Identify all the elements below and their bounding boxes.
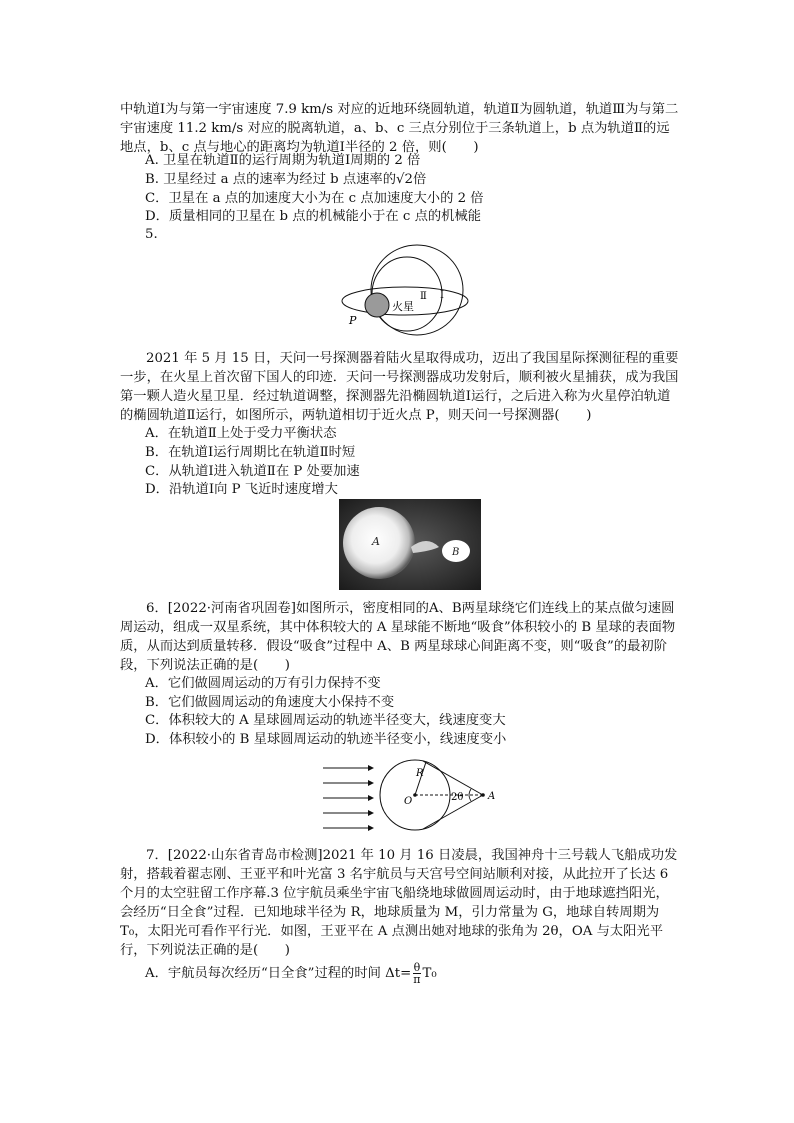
q4-option-c: C．卫星在 a 点的加速度大小为在 c 点加速度大小的 2 倍 xyxy=(145,191,484,206)
fraction-numerator: θ xyxy=(413,961,421,974)
label-angle: 2θ xyxy=(451,792,464,803)
binary-star-image xyxy=(339,499,481,590)
fraction-denominator: π xyxy=(413,973,421,986)
tangent-line-upper xyxy=(423,761,483,795)
label-o: O xyxy=(404,796,413,807)
q6-stem: 6．[2022·河南省巩固卷]如图所示，密度相同的A、B两星球绕它们连线上的某点做匀速圆周运动，组成一双星系统，其中体积较大的 A 星球能不断地“吸食”体积较小的 B 星球的表面物质，从而达到质量转移．假设“吸食”过程中 A、B 两星球球心间距离不变，则“吸食”的最初阶段，下列说法正确的是( ) xyxy=(120,601,676,673)
q6-option-c: C．体积较大的 A 星球圆周运动的轨迹半径变大，线速度变大 xyxy=(145,713,506,728)
mars-label: 火星 xyxy=(392,300,414,313)
q6-option-a: A．它们做圆周运动的万有引力保持不变 xyxy=(145,676,381,691)
point-a xyxy=(481,793,485,797)
orbit-ii-label: Ⅱ xyxy=(420,291,427,302)
label-a: A xyxy=(488,791,496,802)
star-b-label: B xyxy=(452,547,460,558)
q5-option-d: D．沿轨道Ⅰ向 P 飞近时速度增大 xyxy=(145,482,338,497)
label-r: R xyxy=(416,768,424,779)
q4-stem: 中轨道Ⅰ为与第一宇宙速度 7.9 km/s 对应的近地环绕圆轨道，轨道Ⅱ为圆轨道，轨道Ⅲ为与第二宇宙速度 11.2 km/s 对应的脱离轨道，a、b、c 三点分别位于三条轨道上，b 点为轨道Ⅱ的远地点，b、c 点与地心的距离均为轨道Ⅰ半径的 2 倍，则( ) xyxy=(120,102,679,155)
q5-option-a: A．在轨道Ⅱ上处于受力平衡状态 xyxy=(145,426,337,441)
q7-option-a-tail: T₀ xyxy=(422,966,437,981)
star-a-label: A xyxy=(372,535,380,548)
point-p-label: P xyxy=(349,314,357,327)
q7-option-a xyxy=(145,962,437,985)
q4-option-a: A. 卫星在轨道Ⅱ的运行周期为轨道Ⅰ周期的 2 倍 xyxy=(145,153,421,168)
q5-option-c: C．从轨道Ⅰ进入轨道Ⅱ在 P 处要加速 xyxy=(145,464,360,479)
q7-stem: 7．[2022·山东省青岛市检测]2021 年 10 月 16 日凌晨，我国神舟十三号载人飞船成功发射，搭载着翟志刚、王亚平和叶光富 3 名宇航员与天宫号空间站顺利对接，从此拉开了长达 6 个月的太空驻留工作序幕.3 位宇航员乘坐宇宙飞船绕地球做圆周运动时，由于地球遮挡阳光，会经历“日全食”过程．已知地球半径为 R，地球质量为 M，引力常量为 G，地球自转周期为 T₀，太阳光可看作平行光．如图，王亚平在 A 点测出她对地球的张角为 2θ，OA 与太阳光平行，下列说法正确的是( ) xyxy=(120,848,678,958)
q5-stem: 2021 年 5 月 15 日，天问一号探测器着陆火星取得成功，迈出了我国星际探测征程的重要一步，在火星上首次留下国人的印迹．天问一号探测器成功发射后，顺利被火星捕获，成为我国第一颗人造火星卫星．经过轨道调整，探测器先沿椭圆轨道Ⅰ运行，之后进入称为火星停泊轨道的椭圆轨道Ⅱ运行，如图所示，两轨道相切于近火点 P，则天问一号探测器( ) xyxy=(120,351,679,423)
q5-option-b: B．在轨道Ⅰ运行周期比在轨道Ⅱ时短 xyxy=(145,445,356,460)
mars-planet xyxy=(365,293,389,317)
fraction-theta-over-pi xyxy=(412,962,421,985)
orbit-i-label: Ⅰ xyxy=(440,290,444,301)
q6-option-d: D．体积较小的 B 星球圆周运动的轨迹半径变小，线速度变小 xyxy=(145,732,507,747)
q4-option-d: D．质量相同的卫星在 b 点的机械能小于在 c 点的机械能 xyxy=(145,209,482,224)
q4-option-b: B. 卫星经过 a 点的速率为经过 b 点速率的√2倍 xyxy=(145,172,427,187)
eclipse-diagram xyxy=(318,758,508,838)
q6-option-b: B．它们做圆周运动的角速度大小保持不变 xyxy=(145,695,395,710)
q5-number: 5. xyxy=(145,227,158,242)
q7-option-a-text: A．宇航员每次经历“日全食”过程的时间 Δt= xyxy=(145,966,412,981)
mars-orbit-diagram xyxy=(335,238,475,338)
